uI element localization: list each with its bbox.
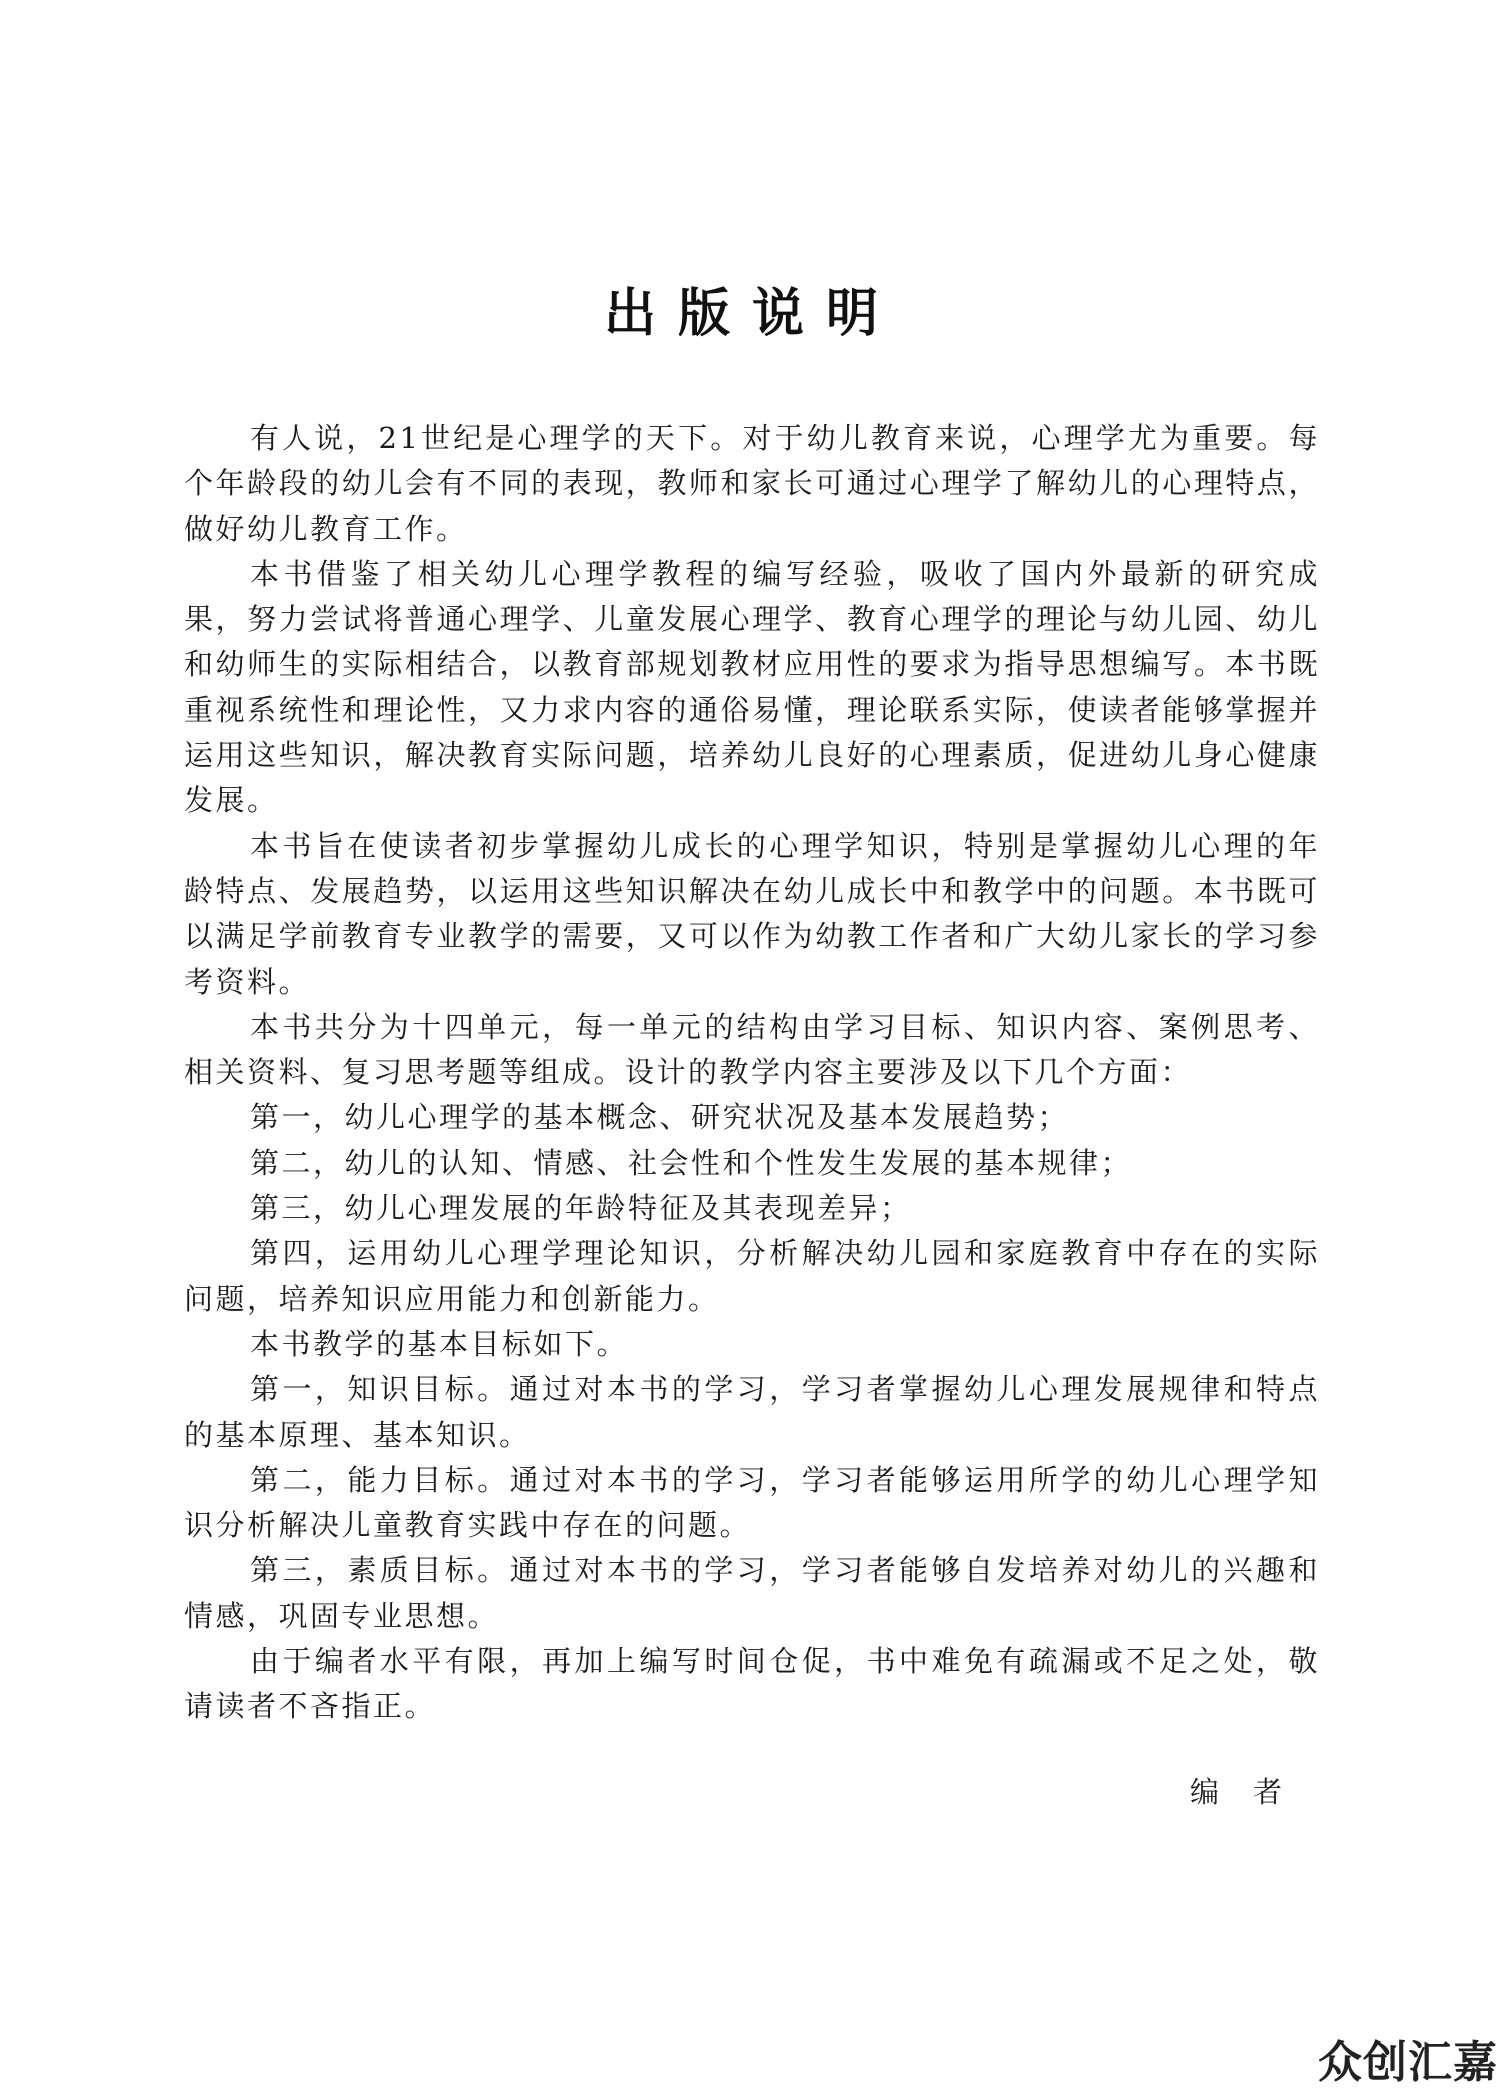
signature: 编者 bbox=[1190, 1775, 1317, 1809]
page-title: 出版说明 bbox=[603, 284, 900, 344]
paragraph-goal-quality: 第三，素质目标。通过对本书的学习，学习者能够自发培养对幼儿的兴趣和情感，巩固专业思想。 bbox=[184, 1553, 1320, 1633]
paragraph-structure: 本书共分为十四单元，每一单元的结构由学习目标、知识内容、案例思考、相关资料、复习思考题等组成。设计的教学内容主要涉及以下几个方面： bbox=[184, 1009, 1320, 1090]
paragraph-purpose: 本书旨在使读者初步掌握幼儿成长的心理学知识，特别是掌握幼儿心理的年龄特点、发展趋势，以运用这些知识解决在幼儿成长中和教学中的问题。本书既可以满足学前教育专业教学的需要，又可以作为幼教工作者和广大幼儿家长的学习参考资料。 bbox=[184, 828, 1320, 999]
paragraph-goal-knowledge: 第一，知识目标。通过对本书的学习，学习者掌握幼儿心理发展规律和特点的基本原理、基本知识。 bbox=[184, 1372, 1320, 1452]
paragraph-goals-intro: 本书教学的基本目标如下。 bbox=[250, 1326, 629, 1361]
paragraph-content-4: 第四，运用幼儿心理学理论知识，分析解决幼儿园和家庭教育中存在的实际问题，培养知识应用能力和创新能力。 bbox=[184, 1236, 1320, 1316]
paragraph-content-1: 第一，幼儿心理学的基本概念、研究状况及基本发展趋势； bbox=[250, 1100, 1070, 1135]
paragraph-content-3: 第三，幼儿心理发展的年龄特征及其表现差异； bbox=[250, 1191, 912, 1226]
paragraph-intro: 有人说，21世纪是心理学的天下。对于幼儿教育来说，心理学尤为重要。每个年龄段的幼儿会有不同的表现，教师和家长可通过心理学了解幼儿的心理特点，做好幼儿教育工作。 bbox=[184, 421, 1320, 546]
paragraph-approach: 本书借鉴了相关幼儿心理学教程的编写经验，吸收了国内外最新的研究成果，努力尝试将普通心理学、儿童发展心理学、教育心理学的理论与幼儿园、幼儿和幼师生的实际相结合，以教育部规划教材应用性的要求为指导思想编写。本书既重视系统性和理论性，又力求内容的通俗易懂，理论联系实际，使读者能够掌握并运用这些知识，解决教育实际问题，培养幼儿良好的心理素质，促进幼儿身心健康发展。 bbox=[184, 556, 1320, 818]
body-text bbox=[184, 416, 1320, 1730]
watermark: 众创汇嘉 bbox=[1318, 2037, 1498, 2088]
paragraph-goal-ability: 第二，能力目标。通过对本书的学习，学习者能够运用所学的幼儿心理学知识分析解决儿童教育实践中存在的问题。 bbox=[184, 1462, 1320, 1543]
paragraph-content-2: 第二，幼儿的认知、情感、社会性和个性发生发展的基本规律； bbox=[250, 1145, 1133, 1180]
paragraph-closing: 由于编者水平有限，再加上编写时间仓促，书中难免有疏漏或不足之处，敬请读者不吝指正。 bbox=[184, 1644, 1320, 1724]
